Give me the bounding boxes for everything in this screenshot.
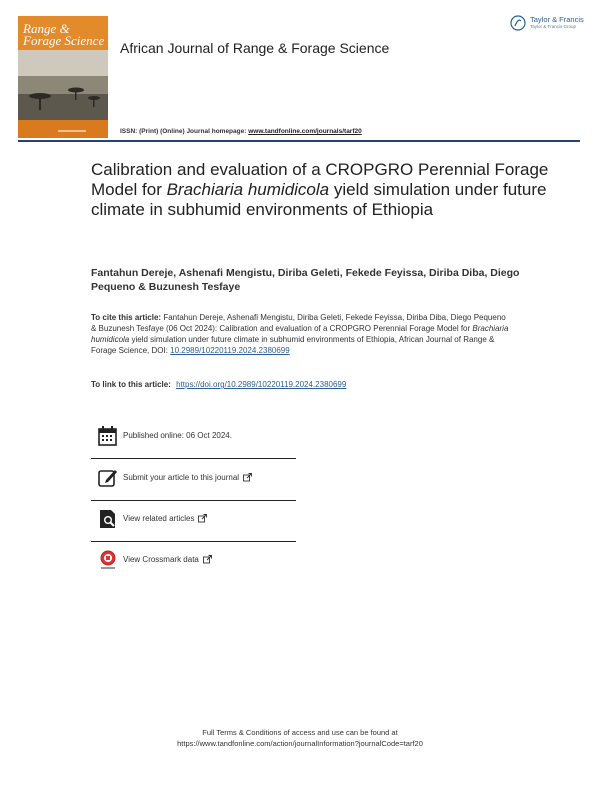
published-date: Published online: 06 Oct 2024. <box>123 431 232 440</box>
external-link-icon <box>198 514 207 523</box>
terms-footer: Full Terms & Conditions of access and use can be found at https://www.tandfonline.com/action/journalInformation?journalCode=tarf20 <box>0 727 600 749</box>
crossmark-row[interactable] <box>91 546 296 586</box>
article-link-line: To link to this article: https://doi.org/10.2989/10220119.2024.2380699 <box>91 380 347 389</box>
calendar-icon <box>97 425 119 447</box>
publisher-name: Taylor & Francis <box>530 15 584 24</box>
document-search-icon <box>97 508 119 530</box>
publisher-subtitle: Taylor & Francis Group <box>530 24 577 29</box>
related-articles-link[interactable]: View related articles <box>123 514 195 523</box>
submit-article-row[interactable] <box>91 464 296 504</box>
article-doi-link[interactable]: https://doi.org/10.2989/10220119.2024.2380699 <box>176 380 347 389</box>
published-online-row <box>91 422 296 462</box>
journal-homepage-link[interactable]: www.tandfonline.com/journals/tarf20 <box>248 128 362 135</box>
header-divider <box>18 140 580 142</box>
journal-cover-image <box>18 16 108 138</box>
submit-article-link[interactable]: Submit your article to this journal <box>123 473 240 482</box>
divider <box>91 458 296 459</box>
divider <box>91 500 296 501</box>
crossmark-icon <box>97 549 119 571</box>
author-list: Fantahun Dereje, Ashenafi Mengistu, Diriba Geleti, Fekede Feyissa, Diriba Diba, Diego Pequeno & Buzunesh Tesfaye <box>91 267 520 293</box>
related-articles-row[interactable] <box>91 505 296 545</box>
crossmark-link[interactable]: View Crossmark data <box>123 555 199 564</box>
terms-link[interactable]: https://www.tandfonline.com/action/journalInformation?journalCode=tarf20 <box>177 739 423 748</box>
taylor-francis-icon <box>510 15 526 31</box>
journal-title: African Journal of Range & Forage Science <box>120 40 390 56</box>
edit-icon <box>97 467 119 489</box>
article-title: Calibration and evaluation of a CROPGRO Perennial Forage Model for Brachiaria humidicola yield simulation under future climate in subhumid environments of Ethiopia <box>91 160 549 219</box>
external-link-icon <box>243 473 252 482</box>
external-link-icon <box>203 555 212 564</box>
cover-title: Range & Forage Science <box>23 21 105 48</box>
citation-doi-link[interactable]: 10.2989/10220119.2024.2380699 <box>170 346 290 355</box>
citation-block: To cite this article: Fantahun Dereje, Ashenafi Mengistu, Diriba Geleti, Fekede Feyissa, Diriba Diba, Diego Pequeno & Buzunesh Tesfaye (06 Oct 2024): Calibration and evaluation of a CROPGRO Perennial Forage Model for Brachiaria humidicola yield simulation under future climate in subhumid environments of Ethiopia, African Journal of Range & Forage Science, DOI: 10.2989/10220119.2024.2380699 <box>91 313 509 355</box>
issn-line: ISSN: (Print) (Online) Journal homepage: www.tandfonline.com/journals/tarf20 <box>120 128 362 135</box>
divider <box>91 541 296 542</box>
